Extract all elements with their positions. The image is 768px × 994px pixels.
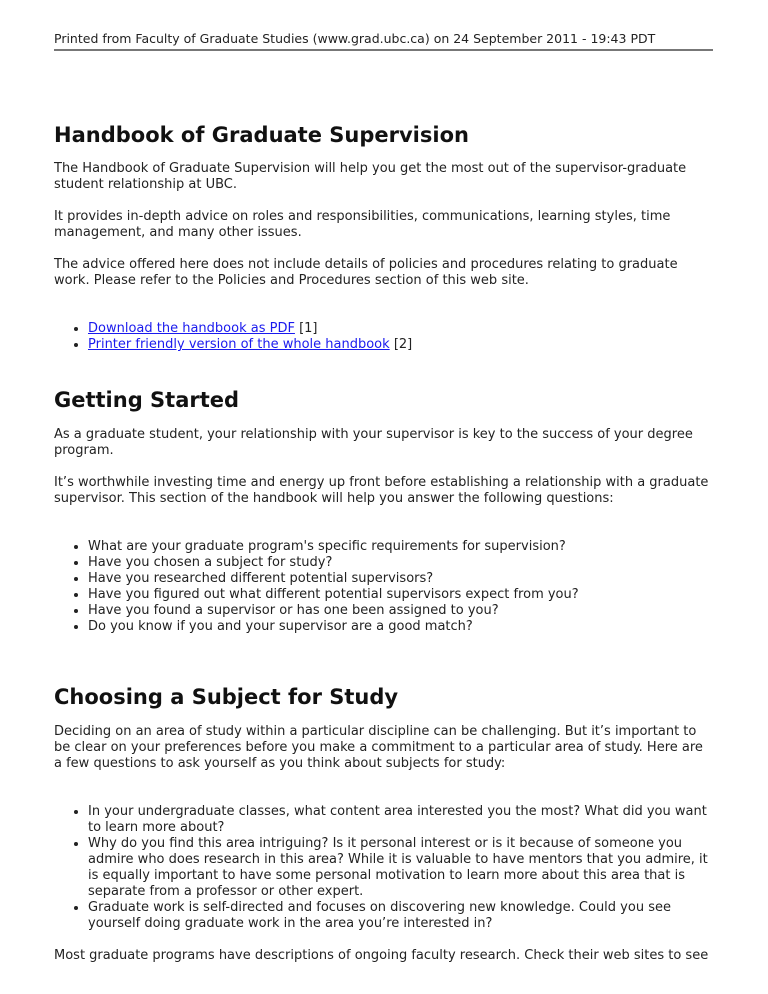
list-item: • Do you know if you and your supervisor are a good match?: [88, 619, 714, 635]
list-item: • What are your graduate program's specific requirements for supervision?: [88, 539, 714, 555]
download-links-list: [54, 321, 714, 353]
print-header-text: Printed from Faculty of Graduate Studies (www.grad.ubc.ca) on 24 September 2011 - 19:43 PDT: [54, 31, 656, 46]
printer-friendly-link[interactable]: Printer friendly version of the whole handbook: [88, 337, 390, 352]
paragraph: Most graduate programs have descriptions of ongoing faculty research. Check their web sites to see: [54, 948, 709, 963]
list-item: • Have you figured out what different potential supervisors expect from you?: [88, 587, 714, 603]
list-item: • Have you researched different potential supervisors?: [88, 571, 714, 587]
paragraph: As a graduate student, your relationship with your supervisor is key to the success of your degree program.: [54, 427, 693, 458]
section-heading: Choosing a Subject for Study: [54, 685, 399, 709]
list-item: [88, 321, 714, 337]
section-choosing-subject: [54, 684, 714, 964]
list-item: • Have you chosen a subject for study?: [88, 555, 714, 571]
footnote-ref: [2]: [393, 337, 413, 352]
section-heading: Getting Started: [54, 388, 240, 412]
footnote-ref: [1]: [299, 321, 318, 336]
print-header: [54, 31, 713, 51]
list-item: • Graduate work is self-directed and focuses on discovering new knowledge. Could you see yourself doing graduate work in the area you’re interested in?: [88, 900, 714, 932]
section-getting-started: [54, 387, 714, 635]
intro-paragraph: The Handbook of Graduate Supervision will help you get the most out of the supervisor-graduate student relationship at UBC.: [54, 161, 687, 192]
policy-note-paragraph: The advice offered here does not include details of policies and procedures relating to graduate work. Please refer to the Policies and Procedures section of this web site.: [54, 257, 678, 288]
paragraph: Deciding on an area of study within a particular discipline can be challenging. But it’s important to be clear on your preferences before you make a commitment to a particular area of study. Here are a few questions to ask yourself as you think about subjects for study:: [54, 724, 703, 771]
list-item: • Have you found a supervisor or has one been assigned to you?: [88, 603, 714, 619]
section-handbook: [54, 122, 714, 353]
page-title: Handbook of Graduate Supervision: [54, 123, 469, 147]
page-content: [54, 122, 714, 964]
list-item: [88, 337, 714, 353]
description-paragraph: It provides in-depth advice on roles and responsibilities, communications, learning styles, time management, and many other issues.: [54, 209, 671, 240]
download-pdf-link[interactable]: Download the handbook as PDF: [88, 321, 295, 336]
questions-list: [54, 539, 714, 635]
paragraph: It’s worthwhile investing time and energy up front before establishing a relationship with a graduate supervisor. This section of the handbook will help you answer the following questions:: [54, 475, 709, 506]
list-item: • In your undergraduate classes, what content area interested you the most? What did you want to learn more about?: [88, 804, 714, 836]
questions-list: [54, 804, 714, 932]
list-item: • Why do you find this area intriguing? Is it personal interest or is it because of someone you admire who does research in this area? While it is valuable to have mentors that you admire, it is equally important to have some personal motivation to learn more about this area that is separate from a professor or other expert.: [88, 836, 714, 900]
